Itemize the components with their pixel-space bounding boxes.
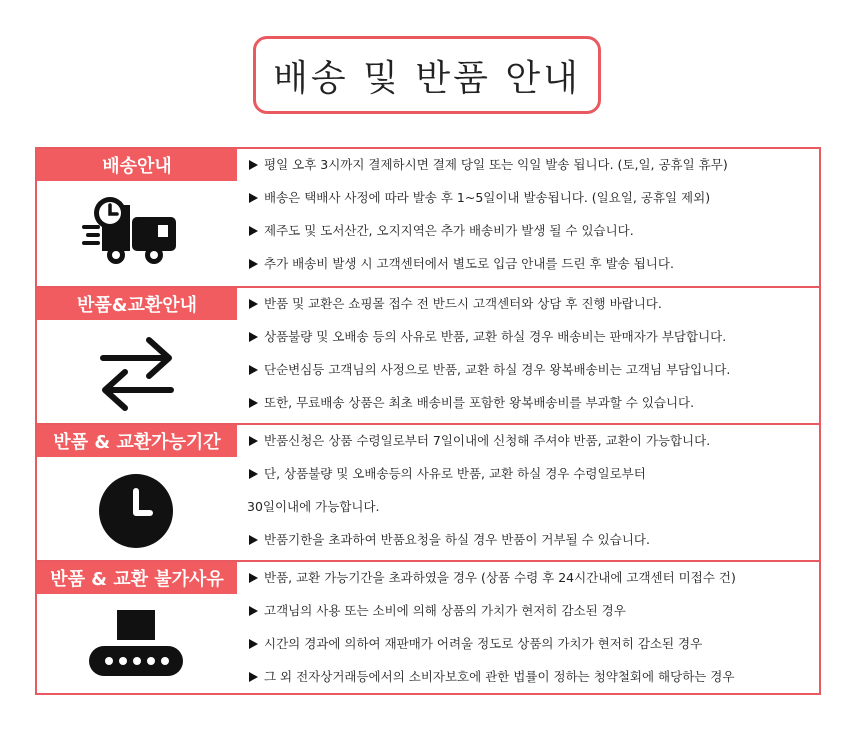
bullet-triangle-icon	[249, 226, 258, 236]
bullet-triangle-icon	[249, 365, 258, 375]
section-heading: 반품 & 교환 불가사유	[37, 562, 237, 594]
bullet-triangle-icon	[249, 259, 258, 269]
bullet-triangle-icon	[249, 672, 258, 682]
list-item: 배송은 택배사 사정에 따라 발송 후 1~5일이내 발송됩니다. (일요일, 공휴일 제외)	[249, 188, 710, 208]
section-heading: 반품&교환안내	[37, 288, 237, 320]
list-item: 그 외 전자상거래등에서의 소비자보호에 관한 법률이 정하는 청약철회에 해당하는 경우	[249, 667, 734, 687]
bullet-triangle-icon	[249, 639, 258, 649]
list-item: 반품신청은 상품 수령일로부터 7일이내에 신청해 주셔야 반품, 교환이 가능합니다.	[249, 431, 710, 451]
page-title: 배송 및 반품 안내	[273, 57, 581, 99]
list-item: 반품기한을 초과하여 반품요청을 하실 경우 반품이 거부될 수 있습니다.	[249, 530, 650, 550]
bullet-triangle-icon	[249, 469, 258, 479]
list-item: 반품, 교환 가능기간을 초과하였을 경우 (상품 수령 후 24시간내에 고객센터 미접수 건)	[249, 568, 736, 588]
section-return-period	[37, 423, 819, 562]
list-item: 또한, 무료배송 상품은 최초 배송비를 포함한 왕복배송비를 부과할 수 있습니다.	[249, 393, 694, 413]
bullet-triangle-icon	[249, 193, 258, 203]
bullet-triangle-icon	[249, 606, 258, 616]
section-heading: 반품 & 교환가능기간	[37, 425, 237, 457]
bullet-triangle-icon	[249, 573, 258, 583]
section-shipping	[37, 149, 819, 286]
list-item: 시간의 경과에 의하여 재판매가 어려울 정도로 상품의 가치가 현저히 감소된 경우	[249, 634, 702, 654]
bullet-triangle-icon	[249, 299, 258, 309]
list-item: 고객님의 사용 또는 소비에 의해 상품의 가치가 현저히 감소된 경우	[249, 601, 626, 621]
section-return-exchange	[37, 286, 819, 425]
bullet-triangle-icon	[249, 332, 258, 342]
list-item: 단순변심등 고객님의 사정으로 반품, 교환 하실 경우 왕복배송비는 고객님 부담입니다.	[249, 360, 730, 380]
clock-icon	[98, 473, 174, 553]
bullet-triangle-icon	[249, 398, 258, 408]
delivery-truck-icon	[82, 195, 182, 271]
list-item: 추가 배송비 발생 시 고객센터에서 별도로 입금 안내를 드린 후 발송 됩니다.	[249, 254, 674, 274]
section-heading: 배송안내	[37, 149, 237, 181]
list-item: 단, 상품불량 및 오배송등의 사유로 반품, 교환 하실 경우 수령일로부터	[249, 464, 646, 484]
info-panel	[35, 147, 821, 695]
list-item: 반품 및 교환은 쇼핑몰 접수 전 반드시 고객센터와 상담 후 진행 바랍니다.	[249, 294, 662, 314]
exchange-arrows-icon	[97, 334, 177, 418]
conveyor-box-icon	[89, 606, 185, 690]
bullet-triangle-icon	[249, 535, 258, 545]
bullet-triangle-icon	[249, 160, 258, 170]
bullet-triangle-icon	[249, 436, 258, 446]
list-item: 상품불량 및 오배송 등의 사유로 반품, 교환 하실 경우 배송비는 판매자가 부담합니다.	[249, 327, 726, 347]
list-item: 평일 오후 3시까지 결제하시면 결제 당일 또는 익일 발송 됩니다. (토,일, 공휴일 휴무)	[249, 155, 728, 175]
title-box	[253, 36, 601, 114]
list-item-continuation: 30일이내에 가능합니다.	[247, 499, 380, 514]
list-item: 제주도 및 도서산간, 오지지역은 추가 배송비가 발생 될 수 있습니다.	[249, 221, 634, 241]
section-return-refusal	[37, 560, 819, 695]
